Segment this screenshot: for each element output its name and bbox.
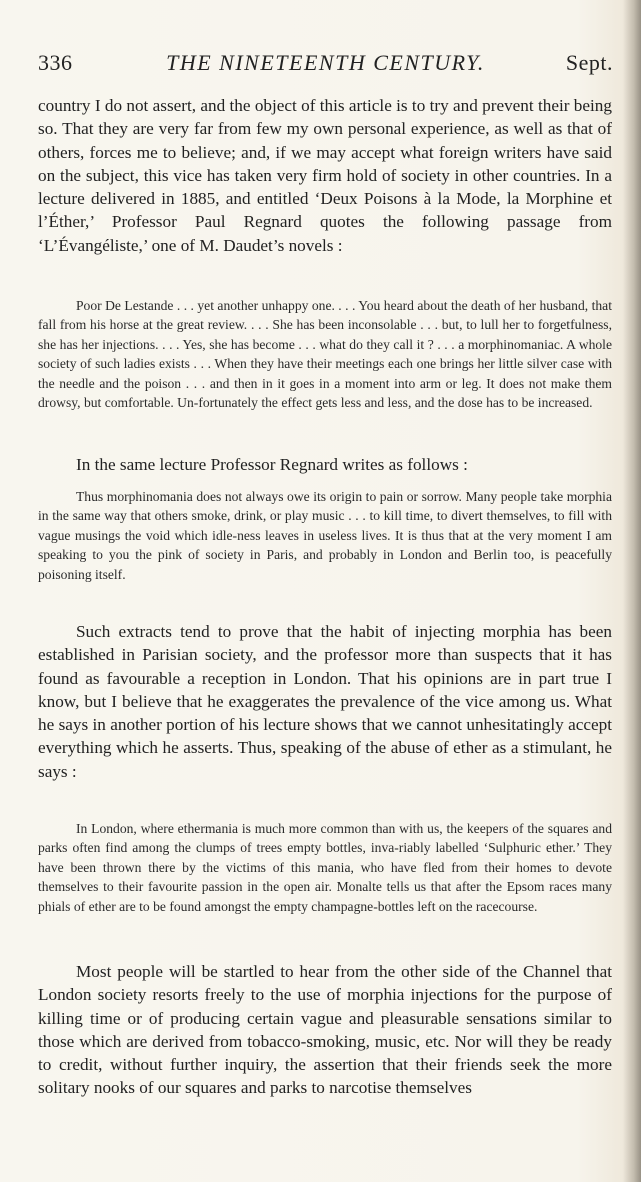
running-header bbox=[38, 50, 613, 84]
paragraph-most-people: Most people will be startled to hear from the other side of the Channel that London society resorts freely to the use of morphia injections for the purpose of killing time or of producing certain vague and pleasurable sensations similar to those which are derived from tobacco-smoking, music, etc. Nor will they be ready to credit, without further inquiry, the assertion that their friends seek the more solitary nooks of our squares and parks to narcotise themselves bbox=[38, 962, 612, 1098]
quote-ethermania: In London, where ethermania is much more common than with us, the keepers of the squares and parks often find among the clumps of trees empty bottles, inva-riably labelled ‘Sulphuric ether.’ They have been thrown there by the victims of this mania, who have fled from their homes to devote themselves to their favourite passion in the open air. Monalte tells us that after the Epsom races many phials of ether are to be found amongst the empty champagne-bottles left on the racecourse. bbox=[38, 821, 612, 914]
running-title: THE NINETEENTH CENTURY. bbox=[166, 50, 485, 75]
page-number: 336 bbox=[38, 50, 73, 75]
page-edge-shadow bbox=[623, 0, 641, 1182]
paragraph-extracts: Such extracts tend to prove that the habit of injecting morphia has been established in Parisian society, and the professor more than suspects that it has found as favourable a reception in London. That his opinions are in part true I know, but I believe that he exaggerates the prevalence of the vice among us. What he says in another portion of his lecture shows that we cannot unhesitatingly accept everything which he asserts. Thus, speaking of the abuse of ether as a stimulant, he says : bbox=[38, 622, 612, 781]
quote-daudet: Poor De Lestande . . . yet another unhappy one. . . . You heard about the death of her husband, that fall from his horse at the great review. . . . She has been inconsolable . . . but, to lull her to forgetfulness, she has her injections. . . . Yes, she has become . . . what do they call it ? . . . a morphinomaniac. A whole society of such ladies exists . . . When they have their meetings each one brings her little silver case with the needle and the poison . . . and then in it goes in a moment into arm or leg. It does not make them drowsy, but comfortable. Un-fortunately the effect gets less and less, and the dose has to be increased. bbox=[38, 298, 612, 411]
paragraph-intro: country I do not assert, and the object of this article is to try and prevent their being so. That they are very far from few my own personal experience, as well as that of others, forces me to believe; and, if we may accept what foreign writers have said on the subject, this vice has taken very firm hold of society in other countries. In a lecture delivered in 1885, and entitled ‘Deux Poisons à la Mode, la Morphine et l’Éther,’ Professor Paul Regnard quotes the following passage from ‘L’Évangéliste,’ one of M. Daudet’s novels : bbox=[38, 96, 612, 255]
header-month: Sept. bbox=[565, 50, 613, 75]
paragraph-regnard-lecture: In the same lecture Professor Regnard writes as follows : bbox=[76, 455, 468, 474]
quote-regnard: Thus morphinomania does not always owe its origin to pain or sorrow. Many people take morphia in the same way that others smoke, drink, or play music . . . to kill time, to divert themselves, to fill with vague musings the void which idle-ness leaves in useless lives. It is thus that at the very moment I am speaking to you the pink of society in Paris, and probably in London and Berlin too, is peacefully poisoning itself. bbox=[38, 489, 612, 582]
